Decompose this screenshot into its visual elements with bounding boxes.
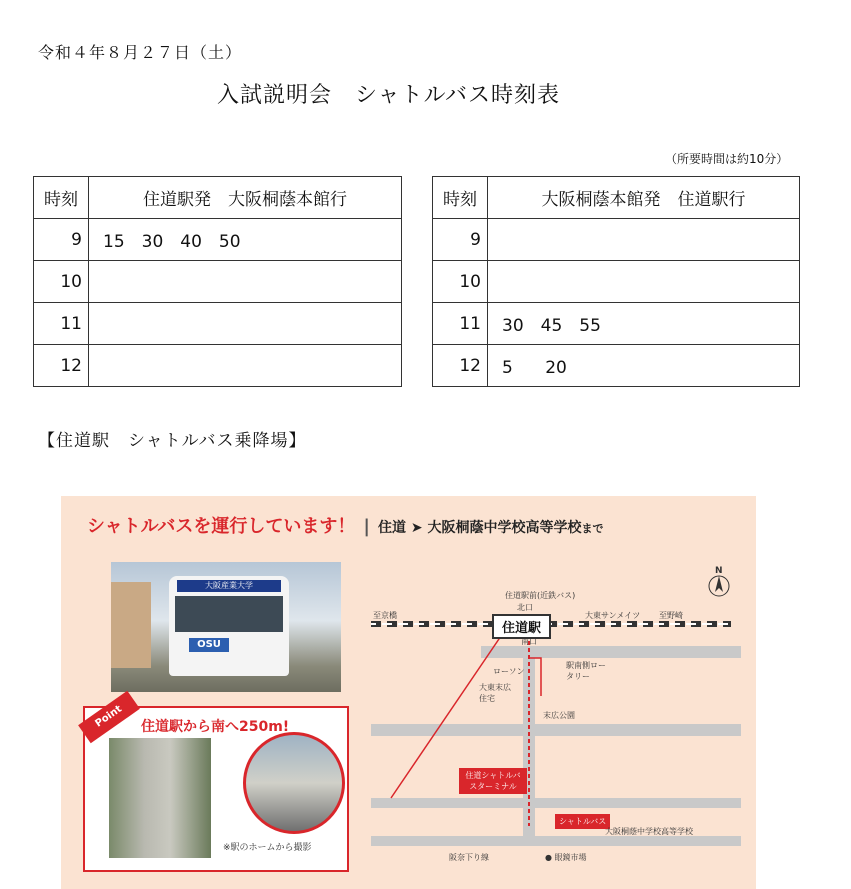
- minutes-cell: [89, 261, 402, 303]
- bus-photo: [111, 562, 341, 692]
- point-tag: Point: [78, 691, 140, 743]
- hour-cell: 9: [433, 219, 488, 261]
- daiei-label: 大東サンメイツ: [585, 611, 641, 620]
- col-route: 住道駅発 大阪桐蔭本館行: [89, 177, 402, 219]
- market-label: ● 眼鏡市場: [545, 853, 587, 862]
- point-box: [83, 703, 349, 872]
- table-row: [34, 219, 402, 261]
- to-nozaki: 至野崎: [659, 611, 683, 620]
- hannan-label: 阪奈下り線: [449, 853, 489, 862]
- north-icon: N: [715, 566, 723, 576]
- north-exit: 北口: [517, 603, 533, 612]
- rotary-label: 駅南側ロータリー: [566, 661, 606, 681]
- park-label: 末広公園: [543, 711, 575, 720]
- route-to: 大阪桐蔭中学校高等学校: [427, 520, 582, 536]
- table-row: [34, 261, 402, 303]
- table-row: [433, 261, 800, 303]
- bus-sign: 大阪産業大学: [177, 580, 281, 592]
- hour-cell: 10: [433, 261, 488, 303]
- hour-cell: 9: [34, 219, 89, 261]
- table-row: [34, 303, 402, 345]
- hour-cell: 11: [34, 303, 89, 345]
- timetable-from-suminodo: [33, 176, 402, 387]
- zoom-photo: [243, 732, 345, 834]
- table-row: [433, 345, 800, 387]
- col-route: 大阪桐蔭本館発 住道駅行: [488, 177, 800, 219]
- south-exit: 南口: [521, 637, 537, 646]
- bus-stop-sign: [111, 582, 151, 668]
- shuttle-label: シャトルバス: [555, 814, 610, 829]
- timetable-from-osaka-toin: [432, 176, 800, 387]
- minutes-cell: 15 30 40 50: [89, 219, 402, 261]
- section-title: 【住道駅 シャトルバス乗降場】: [38, 431, 307, 451]
- minutes-cell: [488, 261, 800, 303]
- page-title: 入試説明会 シャトルバス時刻表: [217, 83, 561, 108]
- hour-cell: 12: [34, 345, 89, 387]
- terminal-label: 住道シャトルバスターミナル: [459, 768, 527, 794]
- apartment-label: 大東末広住宅: [479, 683, 511, 703]
- to-kyobashi: 至京橋: [373, 611, 397, 620]
- col-hour: 時刻: [34, 177, 89, 219]
- shuttle-map: [61, 496, 756, 889]
- minutes-cell: [89, 345, 402, 387]
- photo-note: ※駅のホームから撮影: [223, 843, 312, 853]
- minutes-cell: [488, 219, 800, 261]
- station-front-label: 住道駅前(近鉄バス): [505, 591, 576, 600]
- map-headline: シャトルバスを運行しています！ | 住道 ➤ 大阪桐蔭中学校高等学校まで: [87, 516, 604, 537]
- bus-logo: OSU: [189, 638, 229, 652]
- minutes-cell: 5 20: [488, 345, 800, 387]
- route-from: 住道: [377, 520, 406, 536]
- route-suffix: まで: [581, 522, 604, 535]
- bus-image: [169, 576, 289, 676]
- table-row: [34, 345, 402, 387]
- station-box: 住道駅: [492, 614, 551, 639]
- point-title: 住道駅から南へ250m!: [141, 719, 290, 735]
- hour-cell: 11: [433, 303, 488, 345]
- duration-note: （所要時間は約10分）: [665, 152, 789, 166]
- minutes-cell: 30 45 55: [488, 303, 800, 345]
- table-row: [433, 219, 800, 261]
- lawson-label: ローソン: [493, 667, 525, 676]
- headline-text: シャトルバスを運行しています！: [87, 516, 356, 537]
- col-hour: 時刻: [433, 177, 488, 219]
- minutes-cell: [89, 303, 402, 345]
- hour-cell: 10: [34, 261, 89, 303]
- street-photo: [109, 738, 211, 858]
- school-label: 大阪桐蔭中学校高等学校: [605, 827, 693, 836]
- date: 令和４年８月２７日（土）: [38, 43, 243, 62]
- table-row: [433, 303, 800, 345]
- hour-cell: 12: [433, 345, 488, 387]
